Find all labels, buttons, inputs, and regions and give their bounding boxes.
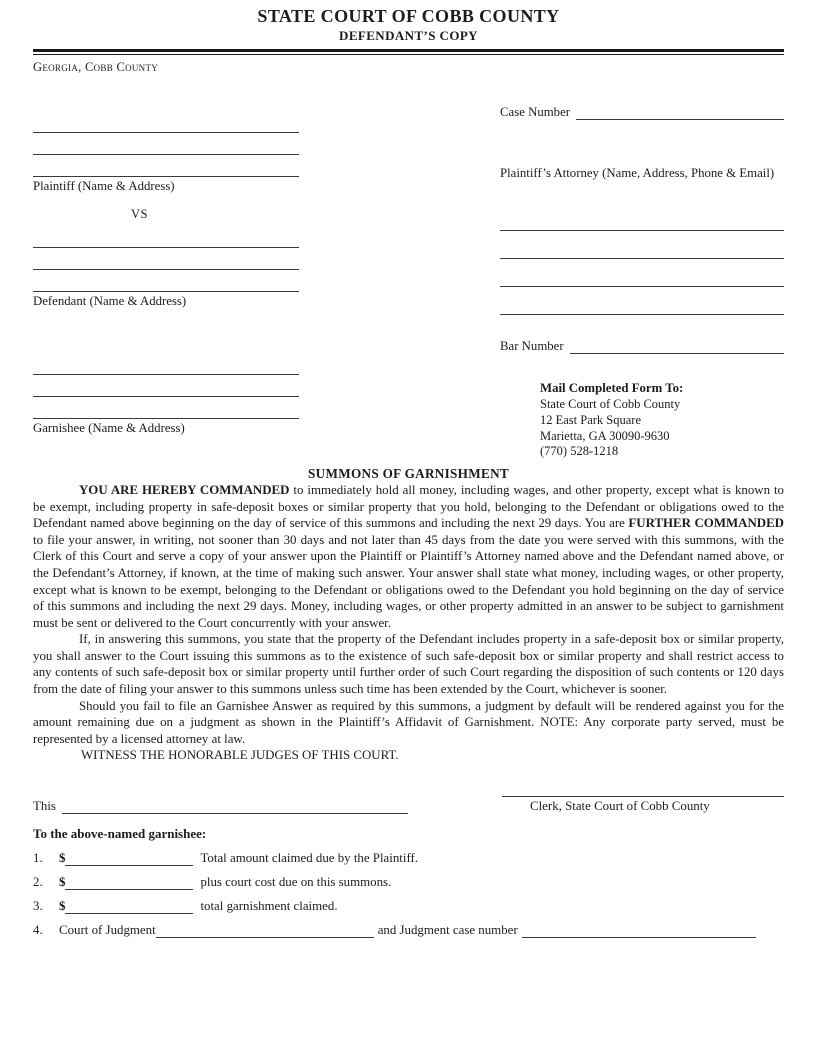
header-rule <box>33 49 784 55</box>
mail-to-line-3: Marietta, GA 30090-9630 <box>540 428 670 443</box>
amount-line-2[interactable] <box>65 877 193 890</box>
court-of-judgment-label: Court of Judgment <box>59 923 156 938</box>
mail-to-line-1: State Court of Cobb County <box>540 397 681 412</box>
attorney-line-3[interactable] <box>500 259 784 287</box>
bar-number-row <box>500 339 784 354</box>
garnishee-item-1 <box>33 851 784 866</box>
signature-row <box>33 783 784 814</box>
item-text: Total amount claimed due by the Plaintiff. <box>200 851 419 866</box>
plaintiff-line-1[interactable] <box>33 111 299 133</box>
summons-paragraph-3: Should you fail to file an Garnishee Answer as required by this summons, a judgment by default will be rendered against you for the amount remaining due on a judgment as shown in the Plaintiff’s Affidavit of Garnishment. NOTE: Any corporate party served, must be represented by a licensed attorney at law. <box>33 698 784 746</box>
defendant-label: Defendant (Name & Address) <box>33 294 187 308</box>
summons-heading: SUMMONS OF GARNISHMENT <box>308 466 509 482</box>
commanded-bold: YOU ARE HEREBY COMMANDED <box>79 483 290 498</box>
amount-line-1[interactable] <box>65 853 193 866</box>
further-commanded-bold: FURTHER COMMANDED <box>628 516 784 531</box>
spacer <box>500 315 784 339</box>
clerk-signature-block <box>502 783 784 814</box>
case-number-row <box>500 105 784 120</box>
garnishee-section-heading: To the above-named garnishee: <box>33 826 207 842</box>
spacer <box>500 181 784 203</box>
bar-number-line[interactable] <box>570 340 784 354</box>
garnishee-item-4 <box>33 923 784 938</box>
item-text: plus court cost due on this summons. <box>200 875 392 890</box>
spacer <box>500 81 784 105</box>
plaintiff-line-3[interactable] <box>33 155 299 177</box>
item-number: 1. <box>33 851 43 866</box>
attorney-label: Plaintiff’s Attorney (Name, Address, Phone & Email) <box>500 166 775 180</box>
mail-to-heading: Mail Completed Form To: <box>540 381 684 395</box>
mail-to-block <box>500 380 784 460</box>
dollar-sign: $ <box>59 851 66 866</box>
court-of-judgment-line[interactable] <box>156 925 374 938</box>
date-row <box>33 799 408 814</box>
garnishee-line-3[interactable] <box>33 397 299 419</box>
spacer <box>500 120 784 164</box>
parties-column <box>33 81 299 460</box>
attorney-line-1[interactable] <box>500 203 784 231</box>
date-line[interactable] <box>62 800 408 814</box>
vs-label: VS <box>131 207 148 221</box>
case-number-line[interactable] <box>576 106 784 120</box>
garnishee-line-2[interactable] <box>33 375 299 397</box>
item-text: total garnishment claimed. <box>200 899 338 914</box>
defendant-line-1[interactable] <box>33 226 299 248</box>
clerk-signature-line[interactable] <box>502 783 784 797</box>
item-number: 3. <box>33 899 43 914</box>
attorney-line-2[interactable] <box>500 231 784 259</box>
dollar-sign: $ <box>59 875 66 890</box>
summons-paragraph-1 <box>33 482 784 631</box>
dollar-sign: $ <box>59 899 66 914</box>
mail-to-line-4: (770) 528-1218 <box>540 444 619 459</box>
attorney-line-4[interactable] <box>500 287 784 315</box>
paragraph-1-text-b: to file your answer, in writing, not sooner than 30 days and not later than 45 days from the date you were served with this summons, with the Clerk of this Court and serve a copy of your answer upon the Plaintiff or Plaintiff’s Attorney named above and the Defendant named above, or the Defendant’s Attorney, if known, at the time of making such answer. Your answer shall state what money, including wages, or other property, except what is known to be exempt, belonging to the Defendant or obligations owed to the Defendant you hold beginning on the day of service of this summons and including the next 29 days. Money, including wages, or other property admitted in an answer to be subject to garnishment must be sent or delivered to the Court concurrently with your answer. <box>33 532 784 630</box>
copy-subtitle: DEFENDANT’S COPY <box>339 28 478 43</box>
paragraph-1-text-a: to immediately hold all money, including wages, and other property, except what is known to be exempt, including property in safe-deposit boxes or similar property that you hold, belonging to the Defendant or obligations owed to the Defendant named above beginning on the day of service of this summons and including the next 29 days. You are <box>33 483 784 531</box>
plaintiff-line-2[interactable] <box>33 133 299 155</box>
defendant-line-2[interactable] <box>33 248 299 270</box>
garnishee-item-3 <box>33 899 784 914</box>
garnishee-line-1[interactable] <box>33 353 299 375</box>
judgment-case-number-label: and Judgment case number <box>377 923 518 938</box>
defendant-line-3[interactable] <box>33 270 299 292</box>
item-number: 4. <box>33 923 43 938</box>
case-info-column <box>500 81 784 460</box>
bar-number-label: Bar Number <box>500 339 564 353</box>
garnishee-item-2 <box>33 875 784 890</box>
case-number-label: Case Number <box>500 105 571 119</box>
summons-paragraph-2: If, in answering this summons, you state that the property of the Defendant includes property in a safe-deposit box or similar property, you shall answer to the Court issuing this summons as to the existence of such safe-deposit box or similar property and shall restrict access to any contents of such safe-deposit box or similar property until further order of such Court regarding the disposition of such contents or 120 days from the date of filing your answer to this summons unless such time has been extended by the Court, whichever is sooner. <box>33 632 784 697</box>
clerk-caption: Clerk, State Court of Cobb County <box>530 799 710 814</box>
court-title: STATE COURT OF COBB COUNTY <box>257 6 560 26</box>
amount-line-3[interactable] <box>65 901 193 914</box>
spacer <box>33 309 299 353</box>
spacer <box>33 81 299 111</box>
caption-columns <box>33 81 784 460</box>
this-label: This <box>33 799 56 814</box>
judgment-case-number-line[interactable] <box>522 925 756 938</box>
jurisdiction-caption: Georgia, Cobb County <box>33 60 159 74</box>
plaintiff-label: Plaintiff (Name & Address) <box>33 179 175 193</box>
garnishee-label: Garnishee (Name & Address) <box>33 421 185 435</box>
witness-line: WITNESS THE HONORABLE JUDGES OF THIS COURT. <box>81 748 399 763</box>
mail-to-line-2: 12 East Park Square <box>540 412 642 427</box>
item-number: 2. <box>33 875 43 890</box>
